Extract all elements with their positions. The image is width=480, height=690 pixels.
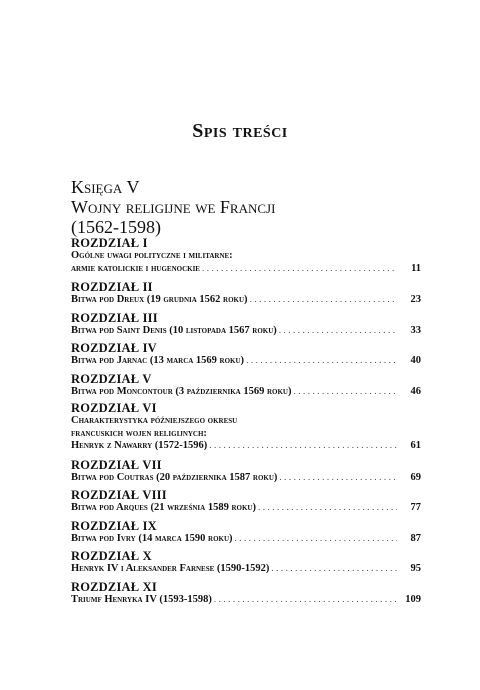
chapter-label: ROZDZIAŁ IX <box>71 518 157 533</box>
leader-dots <box>235 533 397 543</box>
page-number: 109 <box>405 593 421 605</box>
book-number: Księga V <box>71 177 140 197</box>
chapter-label: ROZDZIAŁ VII <box>71 457 162 472</box>
chapter-label: ROZDZIAŁ II <box>71 280 153 294</box>
book-years: (1562-1598) <box>71 217 161 237</box>
toc-entry[interactable] <box>71 342 421 368</box>
page-number: 61 <box>410 440 421 451</box>
chapter-title-line: Henryk z Nawarry (1572-1596) <box>71 440 208 451</box>
toc-entry[interactable] <box>71 312 421 338</box>
page-number: 95 <box>410 563 421 574</box>
book-heading <box>71 177 421 237</box>
chapter-title-line: Bitwa pod Jarnac (13 marca 1569 roku) <box>71 355 245 366</box>
leader-dots <box>250 294 397 304</box>
leader-dots <box>258 502 397 512</box>
toc-entry[interactable] <box>71 581 421 607</box>
page-number: 77 <box>410 502 421 513</box>
page-number: 87 <box>410 532 421 544</box>
page-number: 23 <box>410 294 421 305</box>
chapter-label: ROZDZIAŁ VI <box>71 401 157 415</box>
leader-dots <box>246 355 397 365</box>
leader-dots <box>202 263 397 273</box>
chapter-title-line: Ogólne uwagi polityczne i militarne: <box>71 250 233 261</box>
chapter-title-line: Triumf Henryka IV (1593-1598) <box>71 593 212 605</box>
toc-entry[interactable] <box>71 520 421 546</box>
chapter-title-line: Bitwa pod Moncontour (3 października 1569 roku) <box>71 385 292 397</box>
chapter-title-line: Bitwa pod Dreux (19 grudnia 1562 roku) <box>71 294 248 305</box>
chapter-title-line: Bitwa pod Ivry (14 marca 1590 roku) <box>71 532 233 544</box>
toc-entry[interactable] <box>71 489 421 515</box>
toc-list <box>71 237 421 606</box>
leader-dots <box>279 325 397 335</box>
toc-entry[interactable] <box>71 281 421 307</box>
page-number: 46 <box>410 385 421 397</box>
chapter-label: ROZDZIAŁ IV <box>71 341 157 355</box>
chapter-label: ROZDZIAŁ VIII <box>71 488 167 502</box>
chapter-title-line: Henryk IV i Aleksander Farnese (1590-1592) <box>71 563 270 574</box>
chapter-title-line: Bitwa pod Arques (21 września 1589 roku) <box>71 502 256 513</box>
leader-dots <box>271 563 397 573</box>
toc-entry[interactable] <box>71 459 421 485</box>
toc-title: Spis treści <box>192 120 288 142</box>
leader-dots <box>209 440 397 450</box>
chapter-title-line: Bitwa pod Saint Denis (10 listopada 1567 roku) <box>71 324 277 336</box>
chapter-label: ROZDZIAŁ V <box>71 371 152 386</box>
leader-dots <box>214 594 397 604</box>
toc-entry[interactable] <box>71 237 421 275</box>
leader-dots <box>279 472 397 482</box>
book-title: Wojny religijne we Francji <box>71 197 276 217</box>
chapter-title-line: Bitwa pod Coutras (20 października 1587 roku) <box>71 471 278 483</box>
toc-entry[interactable] <box>71 550 421 576</box>
chapter-label: ROZDZIAŁ XI <box>71 579 157 594</box>
page-number: 11 <box>411 262 421 274</box>
chapter-title-line: Charakterystyka późniejszego okresu <box>71 415 238 426</box>
chapter-title-line: armie katolickie i hugenockie <box>71 262 200 274</box>
chapter-label: ROZDZIAŁ X <box>71 549 152 563</box>
chapter-label: ROZDZIAŁ I <box>71 236 148 250</box>
page-number: 69 <box>410 471 421 483</box>
page-number: 40 <box>410 355 421 366</box>
toc-entry[interactable] <box>71 373 421 399</box>
page-number: 33 <box>410 324 421 336</box>
chapter-label: ROZDZIAŁ III <box>71 310 158 325</box>
toc-entry[interactable] <box>71 402 421 453</box>
leader-dots <box>293 386 397 396</box>
chapter-title-line: francuskich wojen religijnych: <box>71 427 207 439</box>
